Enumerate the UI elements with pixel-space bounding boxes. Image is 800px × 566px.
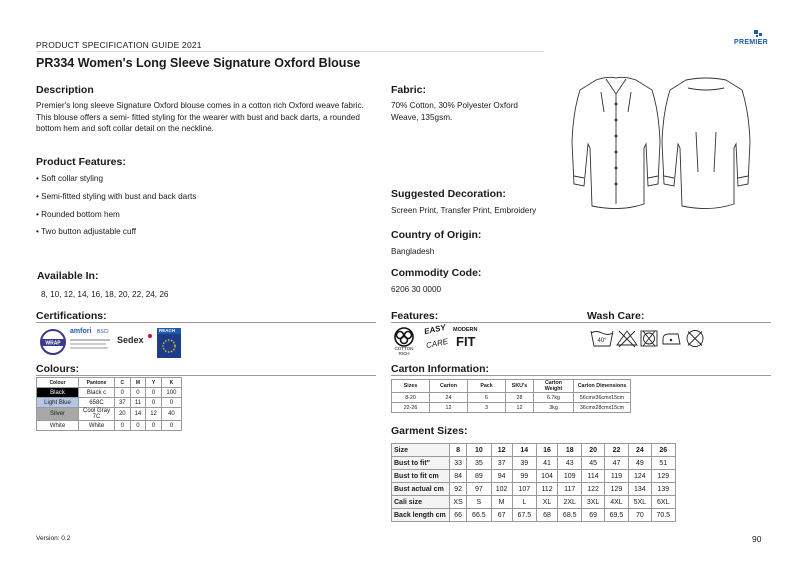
modern-fit-icon — [453, 327, 483, 355]
table-cell: 36cmx28cmx15cm — [574, 403, 631, 413]
garment-sizes-heading: Garment Sizes: — [391, 425, 468, 437]
table-cell: 20 — [582, 444, 604, 457]
table-cell: 70 — [629, 509, 651, 522]
table-cell: 107 — [512, 483, 536, 496]
table-cell: 67 — [491, 509, 512, 522]
colour-swatch: Silver — [37, 408, 79, 421]
k-cell: 0 — [161, 421, 181, 431]
table-cell: 45 — [582, 457, 604, 470]
reach-text: REACH — [159, 328, 176, 333]
row-label: Size — [392, 444, 450, 457]
guide-label: PRODUCT SPECIFICATION GUIDE 2021 — [36, 40, 202, 50]
table-cell: 10 — [467, 444, 491, 457]
table-row — [392, 483, 676, 496]
table-row — [392, 393, 631, 403]
table-cell: 109 — [558, 470, 582, 483]
pantone-cell: White — [79, 421, 115, 431]
table-cell: 129 — [604, 483, 628, 496]
table-cell: 35 — [467, 457, 491, 470]
easy-care-label-bottom: CARE — [425, 336, 449, 351]
table-cell: 6XL — [651, 496, 675, 509]
feature-item: • Rounded bottom hem — [36, 210, 120, 219]
description-text: Premier's long sleeve Signature Oxford blouse comes in a cotton rich Oxford weave fabric. This blouse offers a semi- fitted styling for the wearer with bust and back darts, a rounded bottom hem and soft collar detail on the neckline. — [36, 101, 364, 133]
available-in-heading: Available In: — [37, 270, 99, 282]
table-cell: 8-20 — [392, 393, 430, 403]
cotton-rich-label: COTTON RICH — [394, 346, 414, 356]
pantone-cell: Cool Gray 7C — [79, 408, 115, 421]
table-cell: 12 — [491, 444, 512, 457]
pantone-col-header: Pantone — [79, 378, 115, 388]
carton-col-header: Carton — [430, 380, 468, 393]
table-cell: S — [467, 496, 491, 509]
wash-care-heading: Wash Care: — [587, 310, 645, 322]
product-features-heading: Product Features: — [36, 156, 126, 168]
table-cell: 37 — [491, 457, 512, 470]
modern-fit-label-bottom: FIT — [456, 334, 476, 349]
bsci-text: BSCI — [97, 329, 109, 335]
available-sizes: 8, 10, 12, 14, 16, 18, 20, 22, 24, 26 — [41, 290, 169, 299]
table-cell: 4XL — [604, 496, 628, 509]
table-row — [392, 509, 676, 522]
table-cell: 22-26 — [392, 403, 430, 413]
table-cell: 28 — [506, 393, 534, 403]
suggested-decoration-heading: Suggested Decoration: — [391, 188, 506, 200]
table-cell: 6 — [468, 393, 506, 403]
table-cell: 84 — [450, 470, 467, 483]
table-cell: 66 — [450, 509, 467, 522]
c-cell: 20 — [115, 408, 131, 421]
amfori-text: amfori — [70, 328, 92, 335]
carton-table — [391, 379, 631, 413]
y-cell: 12 — [146, 408, 162, 421]
k-cell: 0 — [161, 398, 181, 408]
table-cell: 124 — [629, 470, 651, 483]
y-cell: 0 — [146, 421, 162, 431]
skus-col-header: SKU's — [506, 380, 534, 393]
blouse-technical-drawing — [556, 72, 756, 216]
table-cell: 69 — [582, 509, 604, 522]
table-row — [37, 421, 182, 431]
table-cell: 12 — [430, 403, 468, 413]
country-of-origin-heading: Country of Origin: — [391, 229, 482, 241]
y-cell: 0 — [146, 398, 162, 408]
description-heading: Description — [36, 84, 94, 96]
table-cell: 117 — [558, 483, 582, 496]
carton-weight-col-header: Carton Weight — [534, 380, 574, 393]
table-cell: 51 — [651, 457, 675, 470]
row-label: Bust to fit" — [392, 457, 450, 470]
table-cell: 139 — [651, 483, 675, 496]
row-label: Bust actual cm — [392, 483, 450, 496]
table-cell: 24 — [430, 393, 468, 403]
table-cell: 6.7kg — [534, 393, 574, 403]
table-cell: XS — [450, 496, 467, 509]
k-cell: 40 — [161, 408, 181, 421]
sizes-col-header: Sizes — [392, 380, 430, 393]
colours-table — [36, 377, 182, 431]
commodity-code-text: 6206 30 0000 — [391, 285, 442, 294]
colour-col-header: Colour — [37, 378, 79, 388]
pantone-cell: Black c — [79, 388, 115, 398]
table-cell: 66.5 — [467, 509, 491, 522]
colours-table-header — [37, 378, 182, 388]
table-row — [392, 403, 631, 413]
table-cell: 12 — [506, 403, 534, 413]
m-cell: 11 — [130, 398, 146, 408]
features-heading: Features: — [391, 310, 771, 323]
table-row — [392, 470, 676, 483]
modern-fit-label-top: MODERN — [453, 327, 478, 333]
table-cell: 47 — [604, 457, 628, 470]
sedex-logo: Sedex — [117, 335, 144, 345]
feature-item: • Soft collar styling — [36, 174, 104, 183]
header-divider — [36, 51, 544, 52]
table-cell: 97 — [467, 483, 491, 496]
m-col-header: M — [130, 378, 146, 388]
wash-40-icon — [590, 327, 714, 349]
table-cell: 39 — [512, 457, 536, 470]
table-cell: 114 — [582, 470, 604, 483]
pantone-cell: 658C — [79, 398, 115, 408]
table-cell: 68 — [536, 509, 557, 522]
suggested-decoration-text: Screen Print, Transfer Print, Embroidery — [391, 206, 537, 215]
c-cell: 0 — [115, 421, 131, 431]
fabric-heading: Fabric: — [391, 84, 427, 96]
table-cell: 89 — [467, 470, 491, 483]
table-row — [37, 388, 182, 398]
table-cell: 94 — [491, 470, 512, 483]
table-cell: XL — [536, 496, 557, 509]
table-cell: 14 — [512, 444, 536, 457]
table-cell: L — [512, 496, 536, 509]
pack-col-header: Pack — [468, 380, 506, 393]
table-cell: 26 — [651, 444, 675, 457]
row-label: Back length cm — [392, 509, 450, 522]
wrap-logo — [38, 328, 68, 356]
feature-item: • Two button adjustable cuff — [36, 227, 136, 236]
table-cell: 2XL — [558, 496, 582, 509]
premier-logo — [728, 28, 774, 52]
table-cell: 3XL — [582, 496, 604, 509]
y-cell: 0 — [146, 388, 162, 398]
colour-swatch: Black — [37, 388, 79, 398]
table-cell: 112 — [536, 483, 557, 496]
sedex-dot-icon — [148, 334, 152, 338]
carton-heading: Carton Information: — [391, 363, 771, 376]
k-cell: 100 — [161, 388, 181, 398]
table-cell: 49 — [629, 457, 651, 470]
table-row — [392, 444, 676, 457]
certifications-heading: Certifications: — [36, 310, 376, 323]
table-cell: 22 — [604, 444, 628, 457]
table-row — [392, 496, 676, 509]
table-cell: 70.5 — [651, 509, 675, 522]
table-cell: 24 — [629, 444, 651, 457]
table-row — [392, 457, 676, 470]
table-cell: 8 — [450, 444, 467, 457]
k-col-header: K — [161, 378, 181, 388]
colour-swatch: White — [37, 421, 79, 431]
table-cell: 92 — [450, 483, 467, 496]
m-cell: 14 — [130, 408, 146, 421]
table-row — [37, 408, 182, 421]
table-cell: 99 — [512, 470, 536, 483]
y-col-header: Y — [146, 378, 162, 388]
table-cell: 129 — [651, 470, 675, 483]
wash-temp-label: 40° — [597, 338, 607, 344]
table-row — [37, 398, 182, 408]
table-cell: 43 — [558, 457, 582, 470]
feature-item: • Semi-fitted styling with bust and back darts — [36, 192, 197, 201]
table-cell: 68.5 — [558, 509, 582, 522]
colour-swatch: Light Blue — [37, 398, 79, 408]
version-label: Version: 0.2 — [36, 535, 71, 542]
m-cell: 0 — [130, 388, 146, 398]
row-label: Cali size — [392, 496, 450, 509]
reach-logo — [157, 328, 181, 358]
easy-care-label-top: EASY — [423, 322, 447, 337]
table-cell: 5XL — [629, 496, 651, 509]
table-cell: 104 — [536, 470, 557, 483]
c-col-header: C — [115, 378, 131, 388]
table-cell: 119 — [604, 470, 628, 483]
carton-table-header — [392, 380, 631, 393]
carton-dimensions-col-header: Carton Dimensions — [574, 380, 631, 393]
table-cell: 122 — [582, 483, 604, 496]
table-cell: M — [491, 496, 512, 509]
cotton-rich-icon — [391, 326, 417, 358]
page-number: 90 — [752, 534, 762, 544]
commodity-code-heading: Commodity Code: — [391, 267, 482, 279]
table-cell: 16 — [536, 444, 557, 457]
colours-heading: Colours: — [36, 363, 376, 376]
table-cell: 3kg — [534, 403, 574, 413]
table-cell: 102 — [491, 483, 512, 496]
country-of-origin-text: Bangladesh — [391, 247, 435, 256]
m-cell: 0 — [130, 421, 146, 431]
garment-sizes-table — [391, 443, 676, 522]
table-cell: 41 — [536, 457, 557, 470]
fabric-text: 70% Cotton, 30% Polyester Oxford Weave, 135gsm. — [391, 101, 518, 122]
row-label: Bust to fit cm — [392, 470, 450, 483]
amfori-bsci-logo — [70, 328, 114, 354]
brand-logo-text: PREMIER — [734, 39, 768, 46]
c-cell: 37 — [115, 398, 131, 408]
table-cell: 3 — [468, 403, 506, 413]
table-cell: 56cmx36cmx15cm — [574, 393, 631, 403]
table-cell: 67.5 — [512, 509, 536, 522]
wash-care-icons — [590, 327, 714, 349]
table-cell: 33 — [450, 457, 467, 470]
c-cell: 0 — [115, 388, 131, 398]
svg-text:WRAP: WRAP — [45, 340, 61, 347]
table-cell: 69.5 — [604, 509, 628, 522]
product-title: PR334 Women's Long Sleeve Signature Oxford Blouse — [36, 56, 361, 70]
easy-care-icon — [423, 322, 449, 357]
table-cell: 18 — [558, 444, 582, 457]
table-cell: 134 — [629, 483, 651, 496]
